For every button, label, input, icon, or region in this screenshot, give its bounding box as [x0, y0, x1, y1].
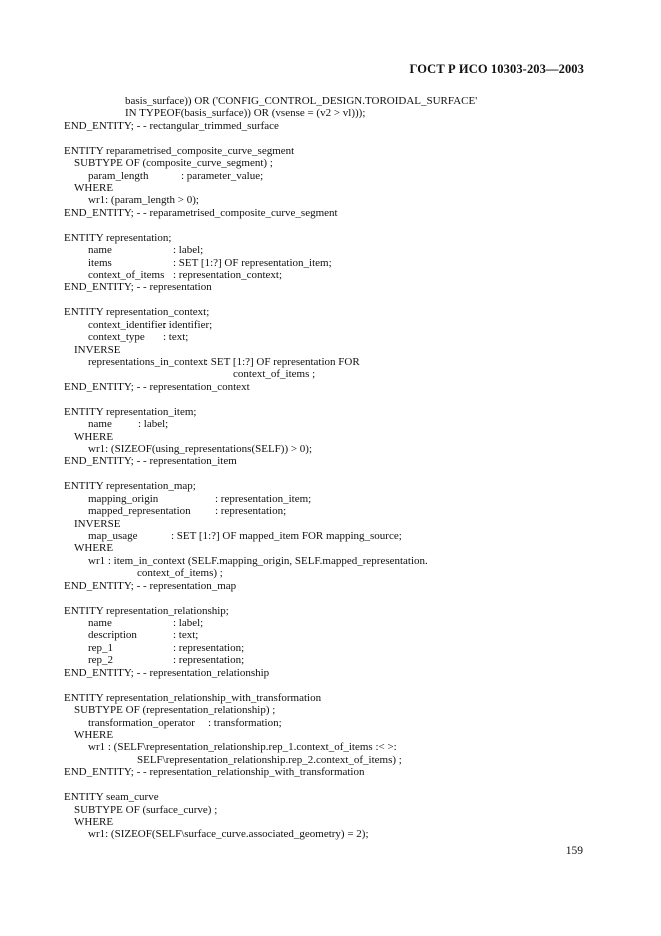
code-line-type: : SET [1:?] OF mapped_item FOR mapping_source;: [171, 530, 402, 543]
code-line: END_ENTITY; - - representation_relationship_with_transformation: [64, 766, 365, 779]
code-line: ENTITY representation_relationship_with_transformation: [64, 691, 322, 704]
code-line-type: : transformation;: [208, 716, 282, 729]
code-line-type: : SET [1:?] OF representation FOR: [205, 356, 360, 369]
code-line: name: [88, 418, 112, 431]
code-line: context_of_items ;: [233, 368, 316, 381]
code-line: END_ENTITY; - - representation_map: [64, 579, 237, 592]
code-line: WHERE: [74, 430, 114, 443]
code-line: context_identifier: [88, 318, 167, 331]
page-number: 159: [565, 845, 583, 857]
code-line: SUBTYPE OF (composite_curve_segment) ;: [74, 157, 273, 170]
code-line: WHERE: [74, 728, 114, 741]
code-line: context_of_items) ;: [137, 567, 223, 580]
code-line: items: [88, 256, 112, 269]
code-line: ENTITY representation;: [64, 231, 172, 244]
document-header: ГОСТ Р ИСО 10303-203—2003: [409, 62, 584, 76]
code-line: wr1: (SIZEOF(using_representations(SELF)) > 0);: [88, 443, 313, 456]
code-line: END_ENTITY; - - representation_item: [64, 455, 237, 468]
code-line: WHERE: [74, 815, 114, 828]
code-line: END_ENTITY; - - representation: [64, 281, 212, 294]
code-line: context_of_items: [88, 269, 165, 282]
code-line-type: : text;: [163, 331, 189, 344]
code-line-type: : representation_context;: [173, 269, 283, 282]
code-line: representations_in_context: [88, 356, 207, 369]
code-line-type: : text;: [173, 629, 199, 642]
code-line: SELF\representation_relationship.rep_2.context_of_items) ;: [137, 753, 402, 766]
code-line: IN TYPEOF(basis_surface)) OR (vsense = (v2 > vl)));: [125, 107, 366, 120]
code-line: END_ENTITY; - - reparametrised_composite_curve_segment: [64, 206, 338, 219]
code-line-type: : representation;: [173, 641, 245, 654]
code-line: ENTITY representation_relationship;: [64, 604, 229, 617]
code-line: ENTITY representation_context;: [64, 306, 210, 319]
code-line: description: [88, 629, 137, 642]
code-line: SUBTYPE OF (representation_relationship) ;: [74, 704, 276, 717]
code-line-type: : representation;: [173, 654, 245, 667]
code-line: WHERE: [74, 182, 114, 194]
code-line: param_length: [88, 169, 149, 182]
code-line: END_ENTITY; - - representation_context: [64, 380, 250, 393]
code-line: SUBTYPE OF (surface_curve) ;: [74, 803, 218, 816]
code-line: mapping_origin: [88, 492, 159, 505]
code-line-type: : label;: [173, 244, 204, 257]
code-line-type: : SET [1:?] OF representation_item;: [173, 256, 332, 269]
code-line: END_ENTITY; - - representation_relationship: [64, 666, 270, 679]
code-line: END_ENTITY; - - rectangular_trimmed_surface: [64, 119, 279, 132]
code-line: rep_1: [88, 641, 114, 654]
code-line-type: : label;: [138, 418, 169, 431]
code-line: basis_surface)) OR ('CONFIG_CONTROL_DESIGN.TOROIDAL_SURFACE': [125, 95, 478, 107]
code-line: INVERSE: [74, 343, 121, 356]
code-line: ENTITY representation_item;: [64, 405, 197, 418]
code-line: rep_2: [88, 654, 114, 667]
code-line-type: : identifier;: [163, 318, 213, 331]
code-line: transformation_operator: [88, 716, 195, 729]
code-line: context_type: [88, 331, 145, 344]
code-line-type: : label;: [173, 617, 204, 630]
code-line: ENTITY representation_map;: [64, 480, 196, 493]
code-line: wr1 : item_in_context (SELF.mapping_origin, SELF.mapped_representation.: [88, 554, 428, 567]
code-line-type: : representation;: [215, 505, 287, 518]
code-line-type: : parameter_value;: [181, 169, 264, 182]
code-line: wr1 : (SELF\representation_relationship.rep_1.context_of_items :< >:: [88, 741, 397, 754]
code-line: WHERE: [74, 542, 114, 555]
code-line: wr1: (SIZEOF(SELF\surface_curve.associated_geometry) = 2);: [88, 828, 369, 841]
code-line: name: [88, 244, 112, 257]
code-line: name: [88, 617, 112, 630]
code-line: INVERSE: [74, 517, 121, 530]
code-line: ENTITY reparametrised_composite_curve_segment: [64, 144, 295, 157]
code-line-type: : representation_item;: [215, 492, 312, 505]
code-line: map_usage: [88, 530, 138, 543]
code-line: wr1: (param_length > 0);: [88, 194, 199, 207]
code-line: ENTITY seam_curve: [64, 791, 159, 804]
code-line: mapped_representation: [88, 505, 191, 518]
